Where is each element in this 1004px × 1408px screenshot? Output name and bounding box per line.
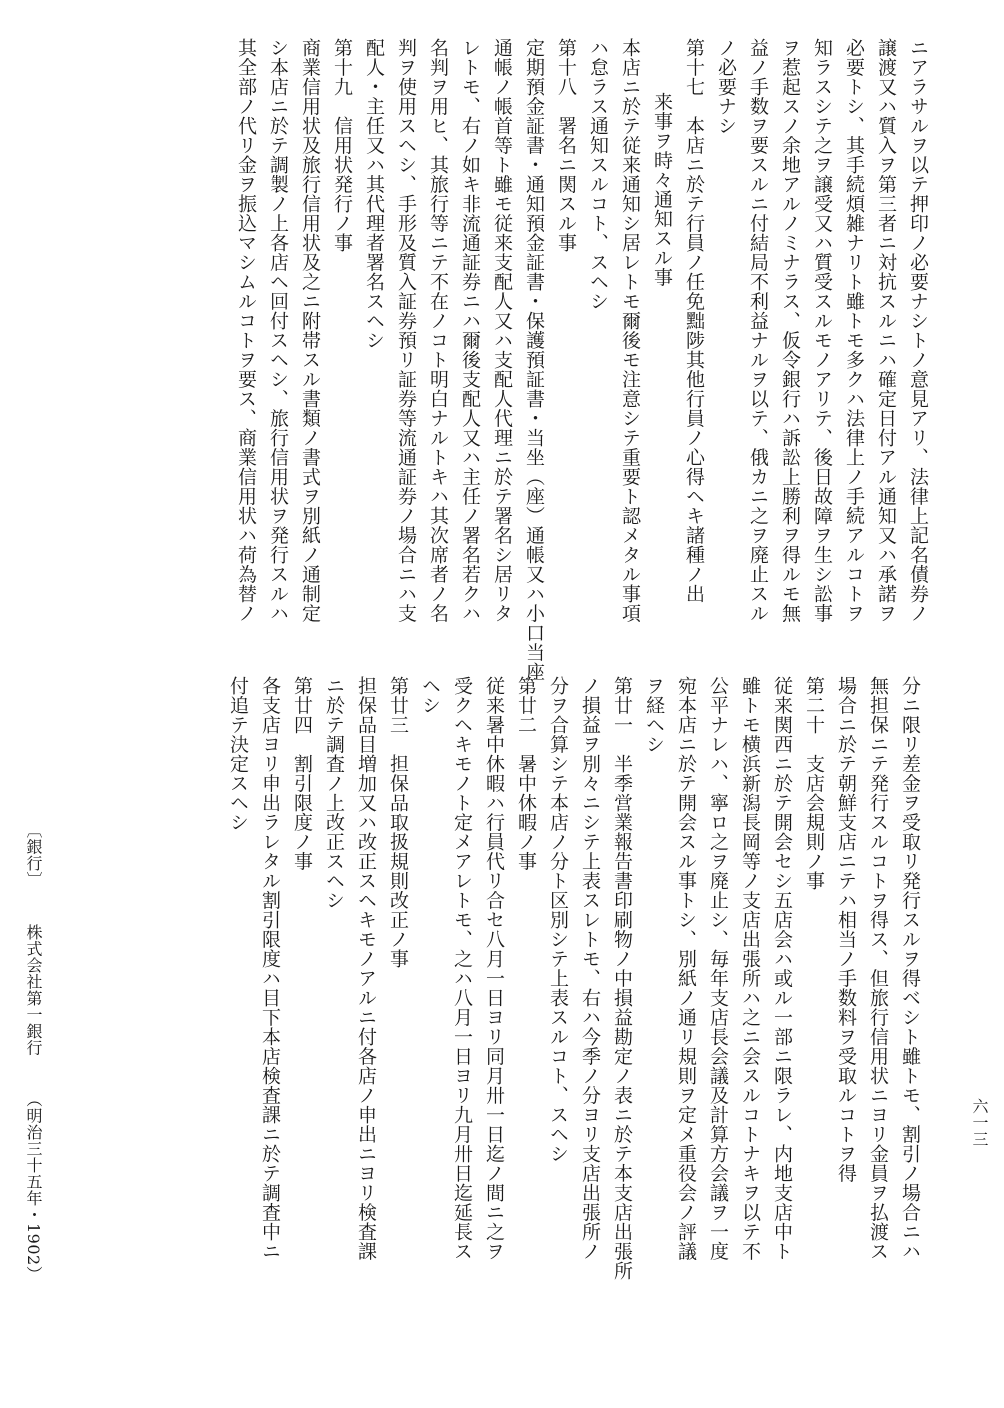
text-line: 雖トモ横浜新潟長岡等ノ支店出張所ハ之ニ会スルコトナキヲ以テ不 (739, 676, 761, 1261)
lower-text-block (222, 676, 926, 1301)
text-line: 商業信用状及旅行信用状及之ニ附帯スル書類ノ書式ヲ別紙ノ通制定 (299, 38, 321, 623)
article-heading-continued: 来事ヲ時々通知スル事 (651, 92, 673, 287)
text-line: 配人・主任又ハ其代理者署名スヘシ (363, 38, 385, 350)
text-line: 通帳ノ帳首等ト雖モ従来支配人又ハ支配人代理ニ於テ署名シ居リタ (491, 38, 513, 623)
text-line: 判ヲ使用スヘシ、手形及質入証券預リ証券等流通証券ノ場合ニハ支 (395, 38, 417, 623)
text-line: ニアラサルヲ以テ押印ノ必要ナシトノ意見アリ、法律上記名債券ノ (907, 38, 929, 623)
text-line: 譲渡又ハ質入ヲ第三者ニ対抗スルニハ確定日付アル通知又ハ承諾ヲ (875, 38, 897, 623)
article-heading: 第十九 信用状発行ノ事 (331, 38, 353, 253)
text-line: 分ヲ合算シテ本店ノ分ト区別シテ上表スルコト、スヘシ (547, 676, 569, 1164)
article-heading: 第廿三 担保品取扱規則改正ノ事 (387, 676, 409, 969)
text-line: ヲ経ヘシ (643, 676, 665, 754)
text-line: 分ニ限リ差金ヲ受取リ発行スルヲ得ベシト雖トモ、割引ノ場合ニハ (899, 676, 921, 1261)
text-line: 宛本店ニ於テ開会スル事トシ、別紙ノ通リ規則ヲ定メ重役会ノ評議 (675, 676, 697, 1261)
page-number (968, 1098, 990, 1148)
text-line: ニ於テ調査ノ上改正スヘシ (323, 676, 345, 910)
text-line: 場合ニ於テ朝鮮支店ニテハ相当ノ手数料ヲ受取ルコトヲ得 (835, 676, 857, 1183)
text-line: ノ必要ナシ (715, 38, 737, 136)
footer-company: 株式会社第一銀行 (24, 923, 43, 1056)
running-footer (22, 822, 44, 1282)
text-line: 本店ニ於テ従来通知シ居レトモ爾後モ注意シテ重要ト認メタル事項 (619, 38, 641, 623)
article-heading: 第十七 本店ニ於テ行員ノ任免黜陟其他行員ノ心得ヘキ諸種ノ出 (683, 38, 705, 604)
text-line: ノ損益ヲ別々ニシテ上表スレトモ、右ハ今季ノ分ヨリ支店出張所ノ (579, 676, 601, 1261)
article-heading: 第十八 署名ニ関スル事 (555, 38, 577, 253)
article-heading: 第廿四 割引限度ノ事 (291, 676, 313, 871)
text-line: 無担保ニテ発行スルコトヲ得ス、但旅行信用状ニヨリ金員ヲ払渡ス (867, 676, 889, 1261)
footer-date: （明治三十五年・1902） (24, 1091, 43, 1283)
text-line: 各支店ヨリ申出ラレタル割引限度ハ目下本店検査課ニ於テ調査中ニ (259, 676, 281, 1261)
text-line: 従来暑中休暇ハ行員代リ合セ八月一日ヨリ同月卅一日迄ノ間ニ之ヲ (483, 676, 505, 1261)
text-line: ヲ惹起スノ余地アルノミナラス、仮令銀行ハ訴訟上勝利ヲ得ルモ無 (779, 38, 801, 623)
text-line: 其全部ノ代リ金ヲ振込マシムルコトヲ要ス、商業信用状ハ荷為替ノ (235, 38, 257, 623)
text-line: 受クヘキモノト定メアレトモ、之ハ八月一日ヨリ九月卅日迄延長ス (451, 676, 473, 1261)
text-line: ハ怠ラス通知スルコト、スヘシ (587, 38, 609, 311)
text-line: シ本店ニ於テ調製ノ上各店ヘ回付スヘシ、旅行信用状ヲ発行スルハ (267, 38, 289, 623)
text-line: ヘシ (419, 676, 441, 715)
text-line: 名判ヲ用ヒ、其旅行等ニテ不在ノコト明白ナルトキハ其次席者ノ名 (427, 38, 449, 623)
text-line: 公平ナレハ、寧ロ之ヲ廃止シ、毎年支店長会議及計算方会議ヲ一度 (707, 676, 729, 1261)
article-heading: 第二十 支店会規則ノ事 (803, 676, 825, 891)
text-line: 定期預金証書・通知預金証書・保護預証書・当坐（座）通帳又ハ小口当座 (523, 38, 545, 682)
article-heading: 第廿二 暑中休暇ノ事 (515, 676, 537, 871)
footer-category: 〔銀行〕 (24, 822, 43, 888)
text-line: 益ノ手数ヲ要スルニ付結局不利益ナルヲ以テ、俄カニ之ヲ廃止スル (747, 38, 769, 623)
text-line: 必要トシ、其手続煩雑ナリト雖トモ多クハ法律上ノ手続アルコトヲ (843, 38, 865, 623)
text-line: レトモ、右ノ如キ非流通証券ニハ爾後支配人又ハ主任ノ署名若クハ (459, 38, 481, 623)
text-line: 従来関西ニ於テ開会セシ五店会ハ或ル一部ニ限ラレ、内地支店中ト (771, 676, 793, 1261)
article-heading: 第廿一 半季営業報告書印刷物ノ中損益勘定ノ表ニ於テ本支店出張所 (611, 676, 633, 1281)
text-line: 付追テ決定スヘシ (227, 676, 249, 832)
page-number-text: 六一三 (970, 1098, 989, 1148)
text-line: 担保品目増加又ハ改正スヘキモノアルニ付各店ノ申出ニヨリ検査課 (355, 676, 377, 1261)
upper-text-block (230, 38, 934, 682)
text-line: 知ラスシテ之ヲ譲受又ハ質受スルモノアリテ、後日故障ヲ生シ訟事 (811, 38, 833, 623)
